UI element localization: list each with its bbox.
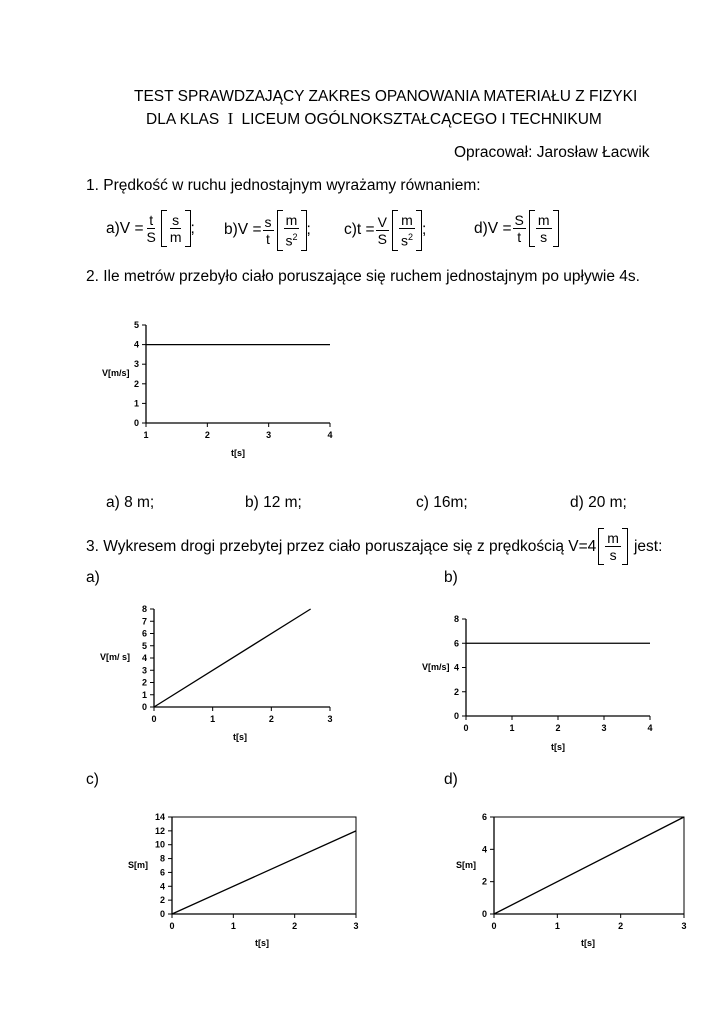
- x-axis-label: t[s]: [581, 938, 595, 948]
- chart-q2: [96, 314, 346, 464]
- q1-option-d: [474, 212, 559, 245]
- y-tick-label: 10: [154, 839, 165, 850]
- y-axis-label: S[m]: [456, 860, 476, 870]
- x-tick-label: 4: [327, 430, 333, 440]
- chart-b: [416, 610, 666, 760]
- q1-option-label: a): [106, 219, 120, 237]
- q1-option-label: d): [474, 219, 488, 237]
- y-tick-label: 12: [154, 825, 165, 836]
- q1-unit-den: $s^2$: [285, 232, 298, 249]
- q1-fraction-den: S: [146, 229, 156, 245]
- y-axis-label: V[m/s]: [422, 662, 450, 672]
- x-axis-label: t[s]: [551, 742, 565, 752]
- y-tick-label: 14: [154, 812, 165, 822]
- y-tick-label: 8: [141, 604, 147, 614]
- q1-option-label: b): [224, 221, 238, 239]
- x-axis-label: t[s]: [255, 938, 269, 948]
- q1-option-unit: [529, 212, 559, 245]
- x-tick-label: 0: [463, 723, 469, 733]
- y-tick-label: 4: [159, 881, 165, 892]
- x-tick-label: 2: [555, 723, 561, 733]
- q1-unit-exponent: 2: [407, 232, 413, 242]
- q1-option-separator: ;: [190, 219, 195, 237]
- y-tick-label: 3: [133, 359, 139, 370]
- x-tick-label: 2: [268, 714, 274, 724]
- y-tick-label: 0: [481, 909, 487, 919]
- x-tick-label: 1: [210, 714, 216, 724]
- y-axis-label: V[m/s]: [102, 368, 130, 378]
- q1-option-fraction: [263, 214, 274, 247]
- q1-unit-exponent: 2: [292, 232, 298, 242]
- y-tick-label: 8: [159, 853, 165, 864]
- y-axis-label: S[m]: [128, 860, 148, 870]
- q1-option-unit: [161, 212, 191, 245]
- q1-option-b: [224, 212, 311, 249]
- y-tick-label: 0: [133, 418, 139, 428]
- y-tick-label: 6: [481, 812, 487, 822]
- q1-option-separator: ;: [421, 221, 427, 239]
- x-tick-label: 1: [509, 723, 515, 733]
- x-tick-label: 3: [681, 921, 687, 931]
- q1-unit-den: s: [540, 229, 548, 245]
- x-tick-label: 2: [618, 921, 624, 931]
- y-axis-label: V[m/ s]: [100, 652, 131, 662]
- question-3-text: 3. Wykresem drogi przebytej przez ciało poruszające się z prędkością V=4: [86, 537, 597, 555]
- x-tick-label: 0: [169, 921, 175, 931]
- x-axis-label: t[s]: [233, 732, 247, 742]
- q3-unit-den: s: [609, 547, 617, 563]
- q2-answer-a: a) 8 m;: [106, 494, 155, 511]
- x-tick-label: 4: [647, 723, 653, 733]
- chart-a: [96, 598, 346, 748]
- q1-unit-den: m: [169, 229, 182, 245]
- question-3-tail: jest:: [633, 537, 663, 555]
- y-tick-label: 1: [133, 398, 139, 409]
- q1-fraction-num: S: [514, 212, 524, 228]
- y-tick-label: 7: [141, 616, 147, 627]
- q1-option-unit: [392, 212, 422, 249]
- x-axis-label: t[s]: [231, 448, 245, 458]
- plot-frame: [172, 817, 356, 914]
- q1-fraction-den: t: [266, 230, 270, 247]
- y-tick-label: 5: [141, 640, 147, 651]
- y-tick-label: 4: [481, 844, 487, 855]
- q3-unit-num: m: [607, 530, 619, 546]
- x-tick-label: 1: [143, 430, 149, 440]
- author: Opracował: Jarosław Łacwik: [454, 144, 650, 161]
- q1-unit-num: m: [401, 212, 413, 228]
- question-1: 1. Prędkość w ruchu jednostajnym wyrażamy równaniem:: [86, 177, 481, 194]
- q1-option-a: [106, 212, 195, 245]
- q1-unit-fraction: [284, 212, 300, 249]
- chart-d: [440, 810, 700, 960]
- q1-fraction-num: V: [377, 213, 387, 230]
- q2-answer-c: c) 16m;: [416, 494, 468, 511]
- y-tick-label: 8: [453, 614, 459, 624]
- y-tick-label: 2: [453, 686, 459, 697]
- q1-option-separator: ;: [306, 221, 311, 239]
- q1-fraction-num: t: [149, 212, 154, 228]
- y-tick-label: 0: [141, 702, 147, 712]
- x-tick-label: 1: [554, 921, 560, 931]
- series-line: [154, 609, 311, 707]
- x-tick-label: 2: [292, 921, 298, 931]
- y-tick-label: 2: [481, 876, 487, 887]
- label-d: d): [444, 771, 458, 788]
- q1-option-fraction: [513, 212, 526, 245]
- question-3: [86, 530, 662, 563]
- y-tick-label: 2: [141, 677, 147, 688]
- x-tick-label: 0: [151, 714, 157, 724]
- y-tick-label: 2: [159, 895, 165, 906]
- subtitle-part-a: DLA KLAS: [146, 111, 220, 128]
- question-2: 2. Ile metrów przebyło ciało poruszające się ruchem jednostajnym po upływie 4s.: [86, 268, 640, 285]
- x-tick-label: 1: [230, 921, 236, 931]
- x-tick-label: 3: [266, 430, 272, 440]
- y-tick-label: 6: [453, 638, 459, 649]
- subtitle-roman: I: [227, 109, 234, 128]
- y-tick-label: 2: [133, 378, 139, 389]
- q1-option-lhs: V =: [237, 221, 262, 239]
- q1-option-c: [344, 212, 426, 249]
- x-tick-label: 2: [204, 430, 210, 440]
- q2-answer-b: b) 12 m;: [245, 494, 302, 511]
- q1-unit-den: $s^2$: [400, 232, 413, 249]
- q1-unit-fraction: [399, 212, 415, 249]
- label-a: a): [86, 569, 100, 586]
- q2-answer-d: d) 20 m;: [570, 494, 627, 511]
- y-tick-label: 1: [141, 689, 147, 700]
- q1-option-lhs: V =: [487, 219, 512, 237]
- y-tick-label: 0: [159, 909, 165, 919]
- q1-option-lhs: V =: [119, 219, 144, 237]
- series-line: [172, 831, 356, 914]
- y-tick-label: 3: [141, 665, 147, 676]
- page-subtitle: [146, 109, 602, 129]
- q1-option-fraction: [145, 212, 158, 245]
- subtitle-part-b: LICEUM OGÓLNOKSZTAŁCĄCEGO I TECHNIKUM: [241, 111, 602, 128]
- chart-c: [116, 810, 366, 960]
- y-tick-label: 0: [453, 711, 459, 721]
- y-tick-label: 6: [141, 628, 147, 639]
- x-tick-label: 3: [601, 723, 607, 733]
- q1-unit-fraction: [168, 212, 184, 245]
- q1-option-unit: [277, 212, 307, 249]
- y-tick-label: 4: [453, 662, 459, 673]
- series-line: [494, 817, 684, 914]
- y-tick-label: 5: [133, 320, 139, 330]
- x-tick-label: 0: [491, 921, 497, 931]
- y-tick-label: 6: [159, 867, 165, 878]
- q1-unit-num: s: [172, 212, 180, 228]
- label-b: b): [444, 569, 458, 586]
- q1-option-lhs: t =: [356, 221, 375, 239]
- q1-unit-num: m: [537, 212, 550, 228]
- q3-unit: [598, 530, 628, 563]
- label-c: c): [86, 771, 99, 788]
- q1-option-fraction: [376, 214, 389, 247]
- q1-option-label: c): [344, 221, 357, 239]
- y-tick-label: 4: [141, 653, 147, 663]
- q1-fraction-den: S: [377, 230, 387, 247]
- q1-fraction-den: t: [517, 229, 522, 245]
- q1-unit-num: m: [285, 212, 298, 228]
- x-tick-label: 3: [327, 714, 333, 724]
- q1-unit-fraction: [536, 212, 552, 245]
- x-tick-label: 3: [353, 921, 359, 931]
- page-title: TEST SPRAWDZAJĄCY ZAKRES OPANOWANIA MATERIAŁU Z FIZYKI: [134, 88, 638, 105]
- y-tick-label: 4: [133, 339, 139, 350]
- q1-fraction-num: s: [264, 213, 272, 230]
